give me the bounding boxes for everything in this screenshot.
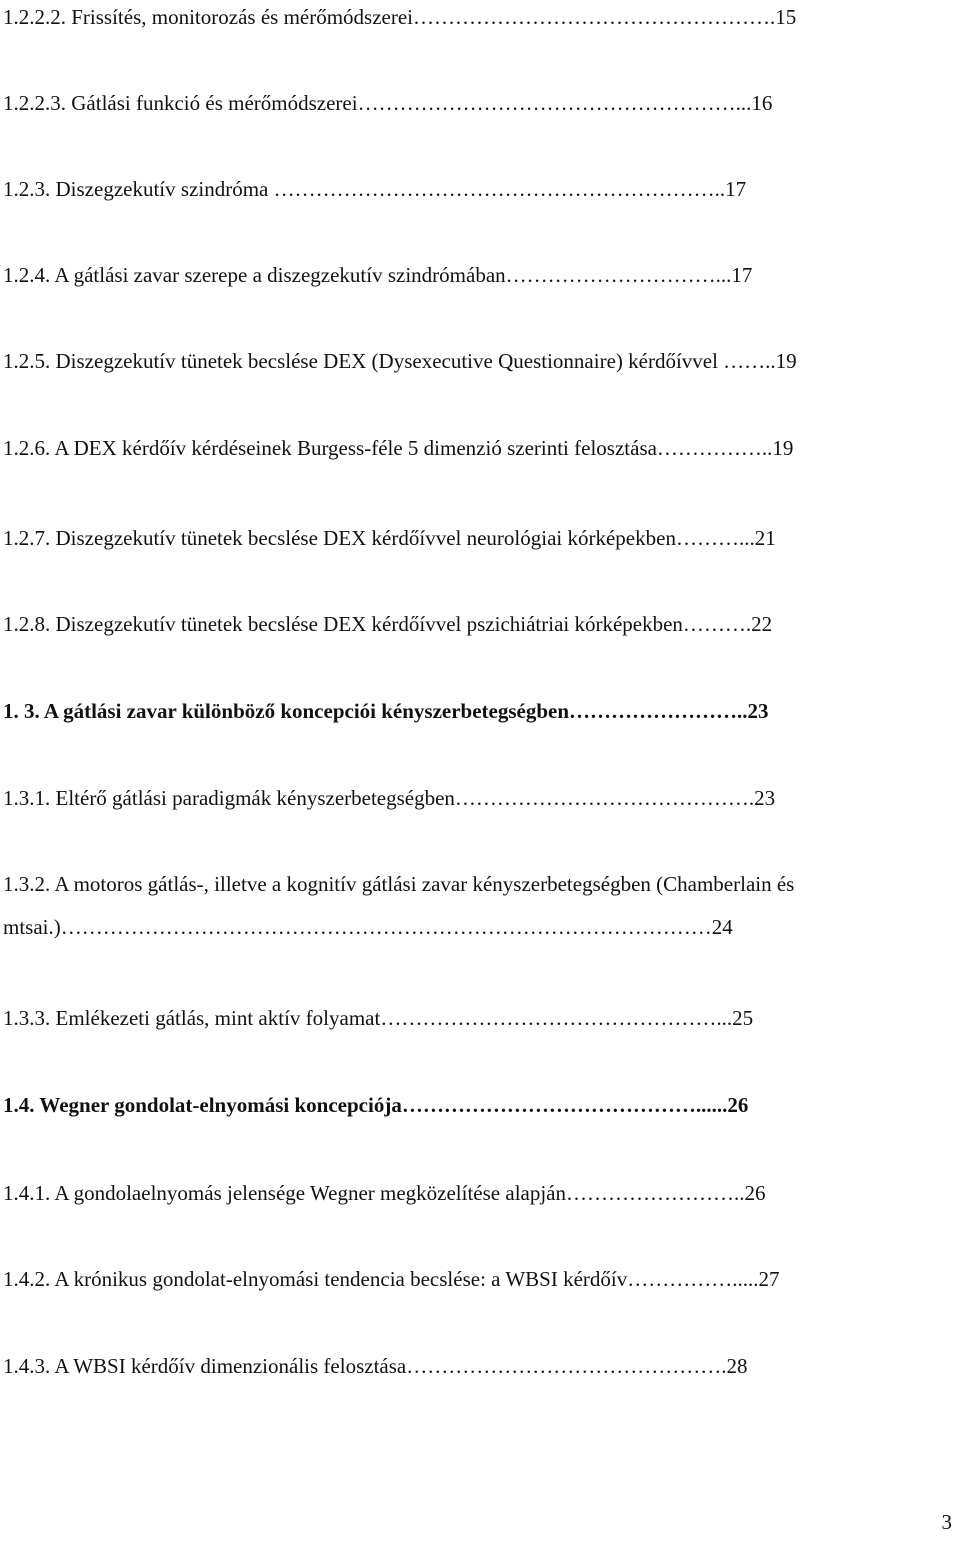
toc-entry-1-2-4: 1.2.4. A gátlási zavar szerepe a diszegzekutív szindrómában…………………………...17 xyxy=(3,263,753,287)
toc-entry-1-3-1: 1.3.1. Eltérő gátlási paradigmák kényszerbetegségben…………………………………….23 xyxy=(3,786,776,810)
toc-entry-1-4-1: 1.4.1. A gondolaelnyomás jelensége Wegner megközelítése alapján……………………..26 xyxy=(3,1181,766,1205)
toc-entry-1-4-3: 1.4.3. A WBSI kérdőív dimenzionális felosztása……………………………………….28 xyxy=(3,1354,748,1378)
toc-entry-1-4: 1.4. Wegner gondolat-elnyomási koncepciója……………………………………......26 xyxy=(3,1093,749,1117)
toc-entry-1-2-5: 1.2.5. Diszegzekutív tünetek becslése DEX (Dysexecutive Questionnaire) kérdőívvel ……..19 xyxy=(3,349,797,373)
toc-entry-1-2-6: 1.2.6. A DEX kérdőív kérdéseinek Burgess-féle 5 dimenzió szerinti felosztása……………..19 xyxy=(3,436,794,460)
toc-entry-1-3-2: 1.3.2. A motoros gátlás-, illetve a kognitív gátlási zavar kényszerbetegségben (Chamberlain és mtsai.)…………………………………………………………………………………24 xyxy=(3,872,795,939)
toc-entry-1-4-2: 1.4.2. A krónikus gondolat-elnyomási tendencia becslése: a WBSI kérdőív…………….....27 xyxy=(3,1267,780,1291)
toc-entry-1-2-8: 1.2.8. Diszegzekutív tünetek becslése DEX kérdőívvel pszichiátriai kórképekben……….22 xyxy=(3,612,773,636)
toc-entry-1-2-2-2: 1.2.2.2. Frissítés, monitorozás és mérőmódszerei…………………………………………….15 xyxy=(3,5,797,29)
toc-entry-1-2-7: 1.2.7. Diszegzekutív tünetek becslése DEX kérdőívvel neurológiai kórképekben………...21 xyxy=(3,526,776,550)
toc-entry-1-2-2-3: 1.2.2.3. Gátlási funkció és mérőmódszerei………………………………………………...16 xyxy=(3,91,773,115)
toc-entry-1-3-3: 1.3.3. Emlékezeti gátlás, mint aktív folyamat…………………………………………...25 xyxy=(3,1006,754,1030)
page-number: 3 xyxy=(941,1510,952,1534)
toc-entry-1-2-3: 1.2.3. Diszegzekutív szindróma ………………………………………………………..17 xyxy=(3,177,747,201)
toc-entry-1-3: 1. 3. A gátlási zavar különböző koncepciói kényszerbetegségben……………………..23 xyxy=(3,699,769,723)
